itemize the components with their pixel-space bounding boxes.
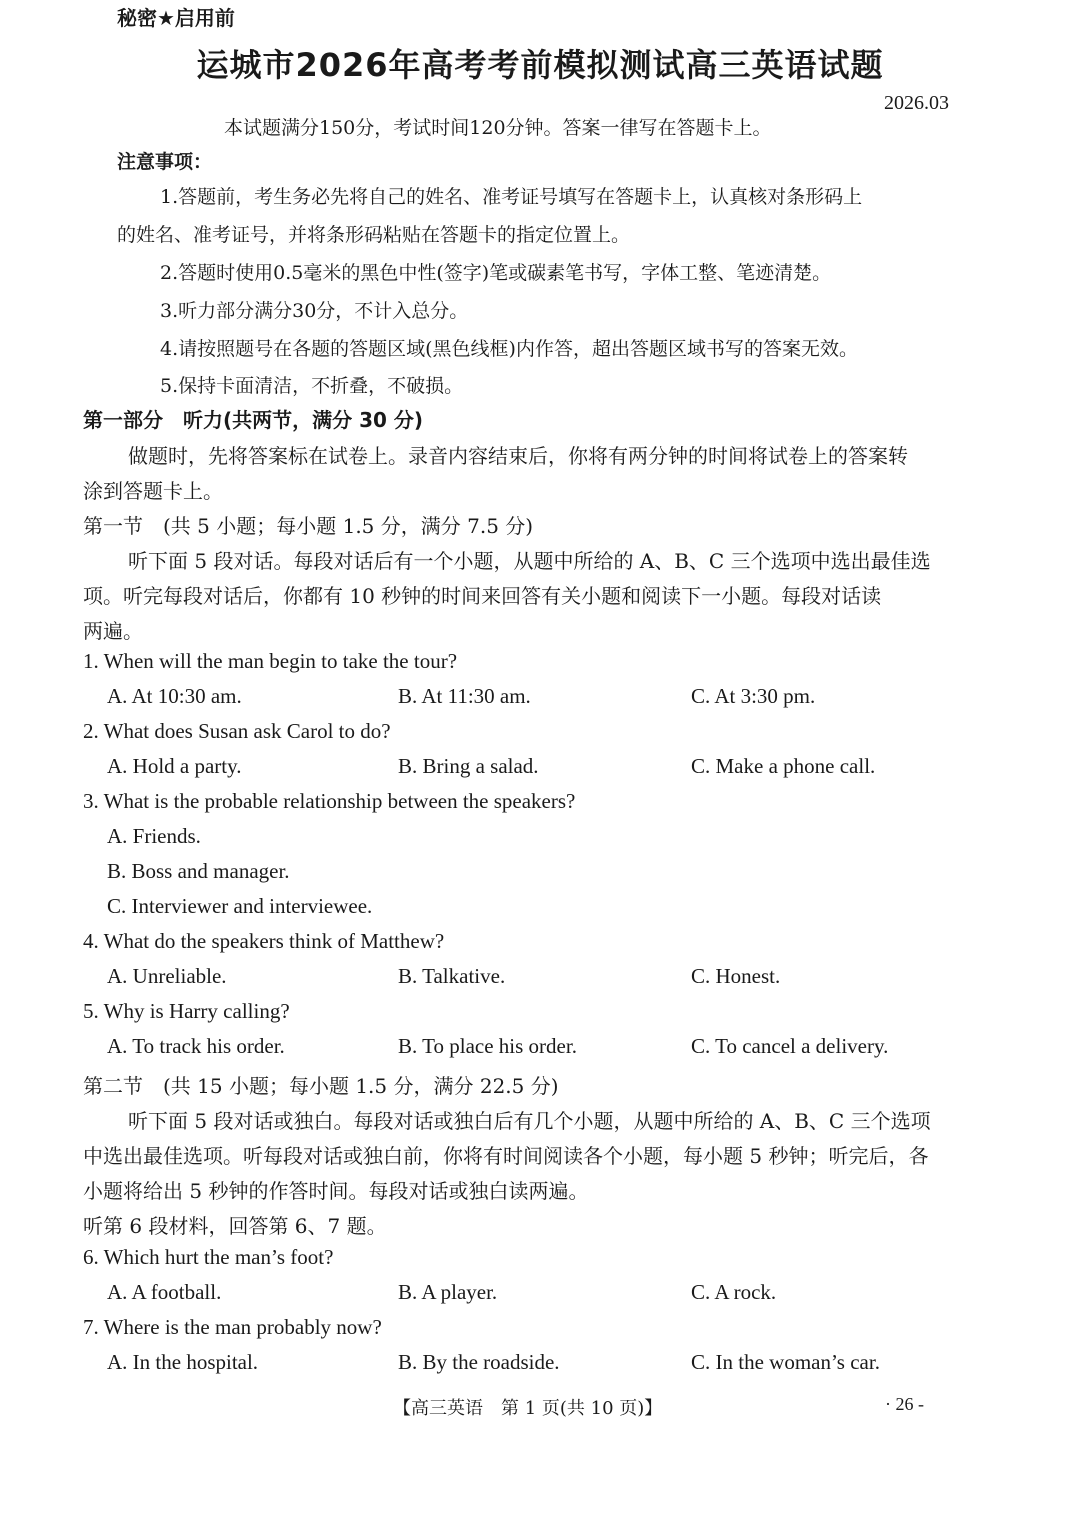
page-code: · 26 - [885, 1394, 924, 1414]
note-1-line-2: 的姓名、准考证号，并将条形码粘贴在答题卡的指定位置上。 [117, 224, 631, 246]
question-1-option-b: B. At 11:30 am. [398, 684, 531, 708]
question-6-option-a: A. A football. [107, 1280, 222, 1304]
question-5-option-c: C. To cancel a delivery. [691, 1034, 889, 1058]
notes-heading: 注意事项： [117, 151, 213, 173]
question-4-option-a: A. Unreliable. [107, 964, 227, 988]
section1-instruction-line-2: 项。听完每段对话后，你都有 10 秒钟的时间来回答有关小题和阅读下一小题。每段对话读 [83, 584, 882, 608]
question-2-option-b: B. Bring a salad. [398, 754, 539, 778]
question-7-option-b: B. By the roadside. [398, 1350, 560, 1374]
question-5-option-b: B. To place his order. [398, 1034, 577, 1058]
question-6-option-c: C. A rock. [691, 1280, 777, 1304]
part1-heading: 第一部分 听力(共两节，满分 30 分) [83, 408, 424, 432]
page-footer-label: 【高三英语 第 1 页(共 10 页)】 [393, 1398, 663, 1419]
question-6-stem: 6. Which hurt the man’s foot? [83, 1245, 334, 1269]
section2-instruction-line-1: 听下面 5 段对话或独白。每段对话或独白后有几个小题，从题中所给的 A、B、C 三个选项 [128, 1109, 931, 1133]
note-4: 4.请按照题号在各题的答题区域(黑色线框)内作答，超出答题区域书写的答案无效。 [160, 338, 858, 360]
note-1-line-1: 1.答题前，考生务必先将自己的姓名、准考证号填写在答题卡上，认真核对条形码上 [160, 186, 863, 208]
exam-date: 2026.03 [884, 92, 949, 114]
question-3-stem: 3. What is the probable relationship between the speakers? [83, 789, 576, 813]
question-5-option-a: A. To track his order. [107, 1034, 285, 1058]
question-1-option-c: C. At 3:30 pm. [691, 684, 816, 708]
material-6-heading: 听第 6 段材料，回答第 6、7 题。 [83, 1214, 387, 1238]
section1-heading: 第一节 (共 5 小题；每小题 1.5 分，满分 7.5 分) [83, 514, 534, 538]
question-7-option-a: A. In the hospital. [107, 1350, 259, 1374]
question-1-stem: 1. When will the man begin to take the tour? [83, 649, 458, 673]
question-4-option-b: B. Talkative. [398, 964, 506, 988]
note-2: 2.答题时使用0.5毫米的黑色中性(签字)笔或碳素笔书写，字体工整、笔迹清楚。 [160, 262, 832, 284]
exam-title: 运城市2026年高考考前模拟测试高三英语试题 [196, 46, 884, 84]
section2-instruction-line-2: 中选出最佳选项。听每段对话或独白前，你将有时间阅读各个小题，每小题 5 秒钟；听完后，各 [83, 1144, 929, 1168]
question-3-option-a: A. Friends. [107, 824, 201, 848]
section2-instruction-line-3: 小题将给出 5 秒钟的作答时间。每段对话或独白读两遍。 [83, 1179, 589, 1203]
section1-instruction-line-1: 听下面 5 段对话。每段对话后有一个小题，从题中所给的 A、B、C 三个选项中选出最佳选 [128, 549, 931, 573]
question-1-option-a: A. At 10:30 am. [107, 684, 242, 708]
question-2-option-c: C. Make a phone call. [691, 754, 876, 778]
question-5-stem: 5. Why is Harry calling? [83, 999, 290, 1023]
note-5: 5.保持卡面清洁，不折叠，不破损。 [160, 375, 464, 397]
part1-instruction-line-2: 涂到答题卡上。 [83, 479, 223, 503]
question-4-option-c: C. Honest. [691, 964, 781, 988]
note-3: 3.听力部分满分30分，不计入总分。 [160, 300, 469, 322]
exam-intro: 本试题满分150分，考试时间120分钟。答案一律写在答题卡上。 [224, 117, 772, 139]
question-3-option-b: B. Boss and manager. [107, 859, 290, 883]
question-2-option-a: A. Hold a party. [107, 754, 242, 778]
question-4-stem: 4. What do the speakers think of Matthew? [83, 929, 445, 953]
section2-heading: 第二节 (共 15 小题；每小题 1.5 分，满分 22.5 分) [83, 1074, 559, 1098]
question-2-stem: 2. What does Susan ask Carol to do? [83, 719, 391, 743]
question-3-option-c: C. Interviewer and interviewee. [107, 894, 373, 918]
confidential-mark: 秘密★启用前 [117, 6, 235, 30]
question-7-stem: 7. Where is the man probably now? [83, 1315, 382, 1339]
part1-instruction-line-1: 做题时，先将答案标在试卷上。录音内容结束后，你将有两分钟的时间将试卷上的答案转 [128, 444, 908, 468]
question-6-option-b: B. A player. [398, 1280, 498, 1304]
section1-instruction-line-3: 两遍。 [83, 619, 143, 643]
question-7-option-c: C. In the woman’s car. [691, 1350, 880, 1374]
